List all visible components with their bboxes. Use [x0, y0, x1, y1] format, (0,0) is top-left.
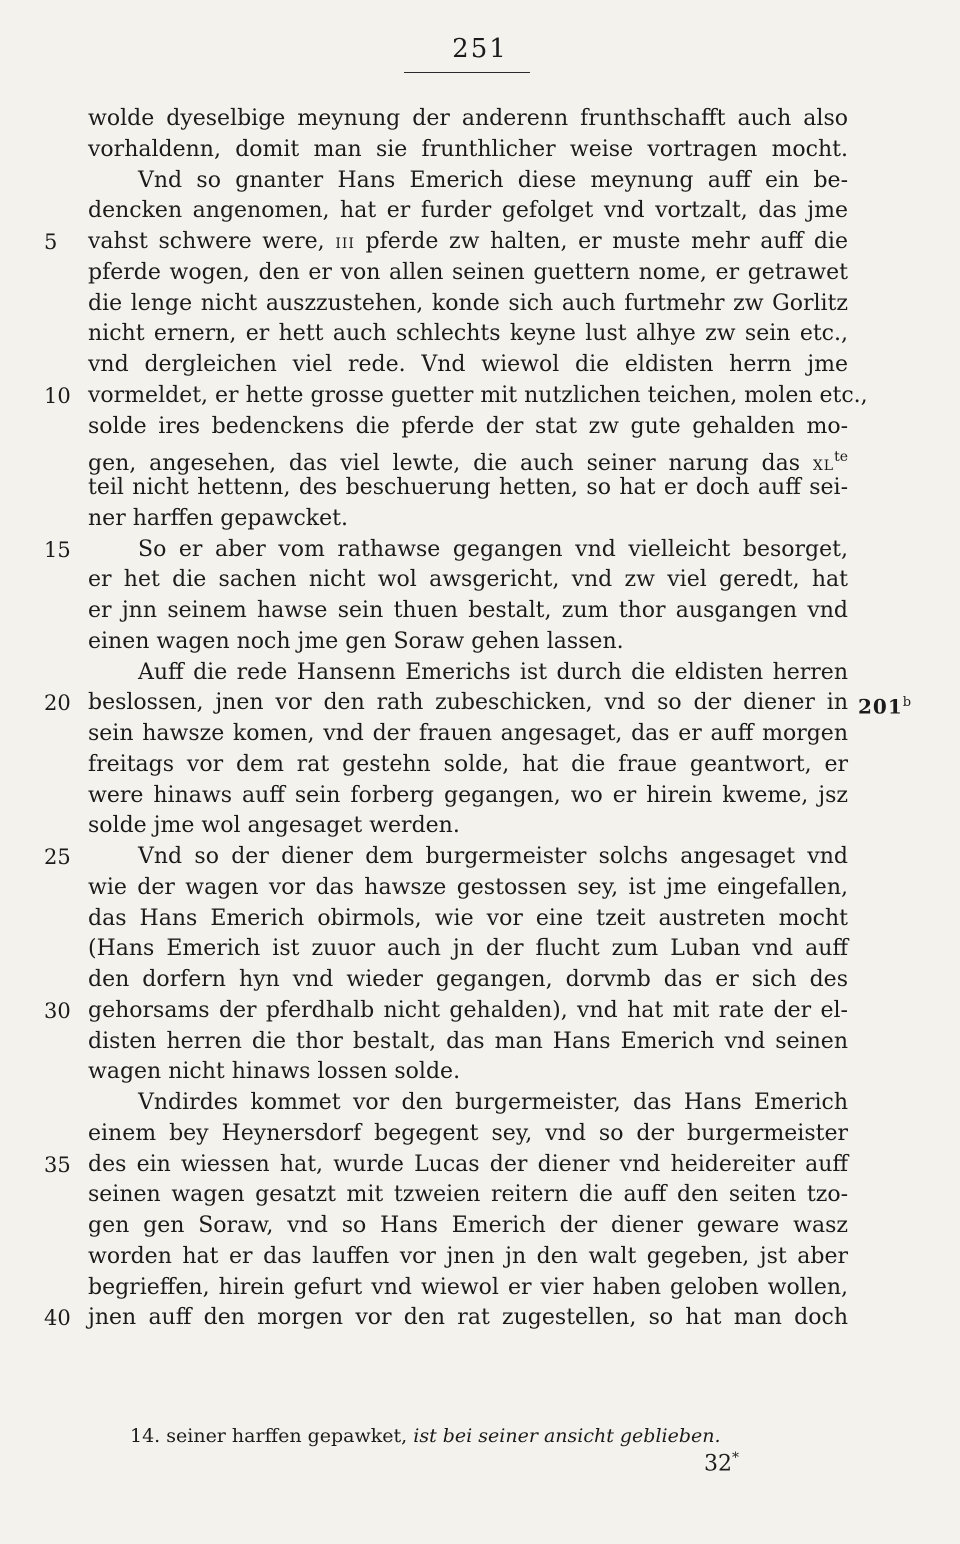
text-line: die lenge nicht auszzustehen, konde sich auch furtmehr zw Gorlitz [88, 290, 848, 316]
line-number: 5 [44, 230, 58, 254]
line-text: gehorsams der pferdhalb nicht gehalden), vnd hat mit rate der el- [88, 997, 848, 1023]
text-line: solde jme wol angesaget werden. [88, 813, 460, 839]
footnote [130, 1425, 721, 1447]
text-line [44, 227, 848, 258]
line-number: 30 [44, 998, 71, 1023]
text-line [44, 1303, 848, 1334]
line-number: 35 [44, 1152, 71, 1177]
line-text: pferde zw halten, er muste mehr auff die [354, 229, 848, 254]
text-line [44, 842, 848, 873]
text-line: freitags vor dem rat gestehn solde, hat die fraue geantwort, er [88, 751, 848, 777]
text-line: einen wagen noch jme gen Soraw gehen lassen. [88, 628, 624, 654]
text-line: pferde wogen, den er von allen seinen guettern nome, er getrawet [88, 259, 848, 285]
roman-numeral: XL [812, 458, 835, 475]
footnote-text: seiner harffen gepawket, [160, 1425, 408, 1447]
text-line [44, 996, 848, 1027]
text-line: disten herren die thor bestalt, das man Hans Emerich vnd seinen [88, 1028, 848, 1054]
text-line: er jnn seinem hawse sein thuen bestalt, zum thor ausgangen vnd [88, 598, 848, 623]
text-line: ner harffen gepawcket. [88, 505, 348, 531]
signature-mark: 32* [704, 1450, 739, 1477]
ordinal-suffix: te [834, 449, 848, 466]
text-line: den dorfern hyn vnd wieder gegangen, dorvmb das er sich des [88, 967, 848, 992]
text-line: begrieffen, hirein gefurt vnd wiewol er vier haben geloben wollen, [88, 1274, 848, 1300]
line-text: vormeldet, er hette grosse guetter mit nutzlichen teichen, molen etc., [88, 382, 868, 408]
footnote-italic-text: ist bei seiner ansicht geblieben. [407, 1425, 721, 1447]
text-line: gen gen Soraw, vnd so Hans Emerich der diener geware wasz [88, 1213, 848, 1238]
text-line: solde ires bedenckens die pferde der stat zw gute gehalden mo- [88, 413, 848, 439]
text-line [88, 442, 848, 477]
text-line: were hinaws auff sein forberg gegangen, wo er hirein kweme, jsz [88, 782, 848, 808]
text-line: Vndirdes kommet vor den burgermeister, das Hans Emerich [138, 1090, 848, 1115]
main-text [44, 104, 913, 1334]
text-line [44, 535, 848, 566]
text-line: Vnd so gnanter Hans Emerich diese meynung auff ein be- [138, 167, 848, 193]
line-number: 25 [44, 845, 71, 869]
text-line: vorhaldenn, domit man sie frunthlicher weise vortragen mocht. [88, 136, 848, 162]
line-text: gen, angesehen, das viel lewte, die auch seiner narung das [88, 451, 813, 477]
line-text: Vnd so der diener dem burgermeister solchs angesaget vnd [138, 844, 848, 869]
line-text: des ein wiessen hat, wurde Lucas der diener vnd heidereiter auff [88, 1151, 848, 1177]
line-text: So er aber vom rathawse gegangen vnd vielleicht besorget, [138, 536, 848, 562]
text-line: vnd dergleichen viel rede. Vnd wiewol die eldisten herrn jme [88, 352, 848, 377]
line-text: jnen auff den morgen vor den rat zugestellen, so hat man doch [88, 1305, 848, 1331]
text-line [44, 381, 868, 412]
footnote-number: 14. [130, 1425, 161, 1447]
text-line: dencken angenomen, hat er furder gefolget vnd vortzalt, das jme [88, 198, 848, 224]
text-line: einem bey Heynersdorf begegent sey, vnd so der burgermeister [88, 1120, 848, 1146]
text-line: wie der wagen vor das hawsze gestossen sey, ist jme eingefallen, [88, 874, 848, 900]
roman-numeral: III [335, 236, 355, 252]
text-line [44, 1150, 848, 1181]
line-text: vahst schwere were, [88, 229, 336, 254]
header-rule [404, 72, 530, 73]
text-line [44, 688, 913, 719]
text-line: (Hans Emerich ist zuuor auch jn der flucht zum Luban vnd auff [88, 936, 848, 962]
text-line: seinen wagen gesatzt mit tzweien reitern die auff den seiten tzo- [88, 1182, 848, 1208]
text-line: nicht ernern, er hett auch schlechts keyne lust alhye zw sein etc., [88, 321, 848, 347]
page-number: 251 [452, 34, 508, 64]
text-line: teil nicht hettenn, des beschuerung hetten, so hat er doch auff sei- [88, 475, 848, 500]
text-line: worden hat er das lauffen vor jnen jn den walt gegeben, jst aber [88, 1243, 848, 1269]
line-number: 15 [44, 537, 71, 562]
margin-folio-note: 201$^b$ [858, 694, 913, 719]
text-line: sein hawsze komen, vnd der frauen angesaget, das er auff morgen [88, 721, 848, 746]
line-number: 10 [44, 383, 71, 408]
line-number: 20 [44, 691, 71, 716]
text-line: wagen nicht hinaws lossen solde. [88, 1059, 461, 1085]
text-line: Auff die rede Hansenn Emerichs ist durch die eldisten herren [138, 659, 848, 685]
line-number: 40 [44, 1306, 71, 1331]
text-line: er het die sachen nicht wol awsgericht, vnd zw viel geredt, hat [88, 567, 848, 593]
line-text: beslossen, jnen vor den rath zubeschicken, vnd so der diener in [88, 690, 848, 716]
text-line: das Hans Emerich obirmols, wie vor eine tzeit austreten mocht [88, 905, 848, 931]
text-line: wolde dyeselbige meynung der anderenn frunthschafft auch also [88, 106, 848, 131]
